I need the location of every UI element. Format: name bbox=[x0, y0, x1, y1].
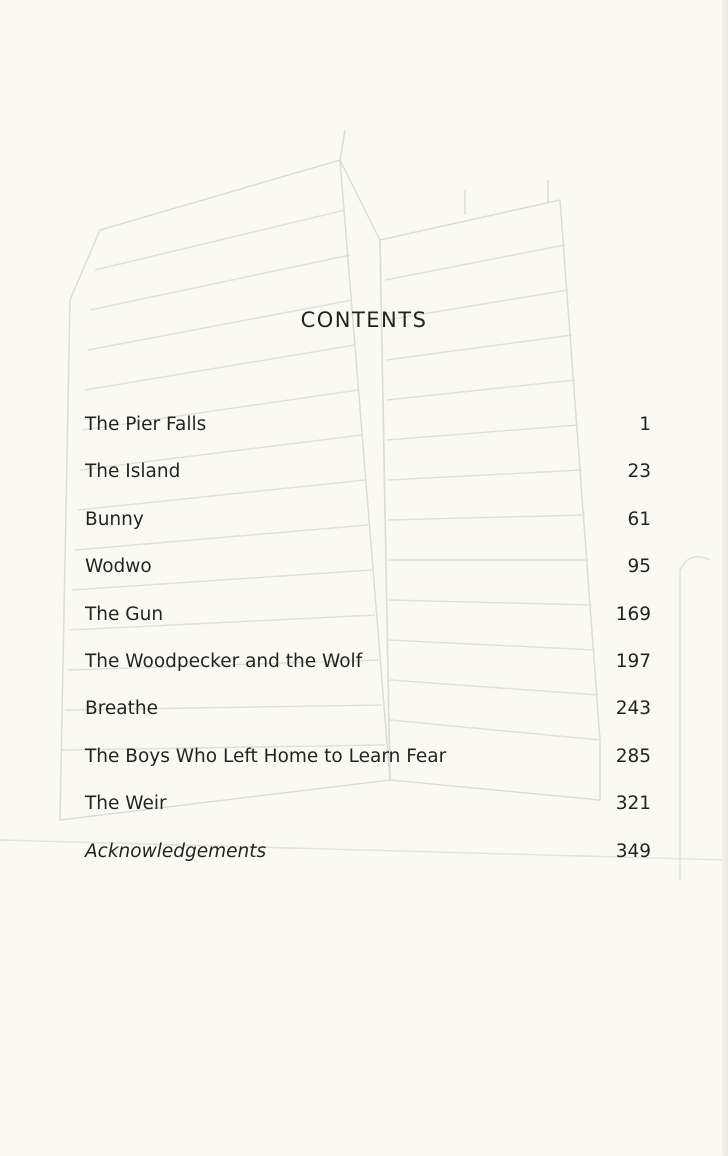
toc-entry-page: 169 bbox=[615, 603, 651, 625]
toc-entry-page: 23 bbox=[627, 461, 651, 483]
toc-entry-title: Bunny bbox=[85, 508, 144, 530]
toc-entry-page: 95 bbox=[627, 556, 651, 578]
toc-entry-page: 197 bbox=[615, 650, 651, 672]
toc-entry-page: 1 bbox=[639, 414, 651, 435]
toc-entry[interactable] bbox=[85, 414, 651, 461]
toc-entry[interactable] bbox=[85, 509, 651, 556]
toc-entry[interactable] bbox=[85, 793, 651, 840]
table-of-contents bbox=[85, 414, 651, 888]
toc-entry-title: The Pier Falls bbox=[85, 414, 207, 435]
toc-entry-title: The Island bbox=[85, 461, 181, 483]
toc-entry[interactable] bbox=[85, 651, 651, 698]
toc-entry-title: The Gun bbox=[85, 603, 164, 625]
page-edge bbox=[722, 0, 728, 1156]
toc-entry-page: 285 bbox=[615, 745, 651, 767]
toc-entry[interactable] bbox=[85, 604, 651, 651]
toc-entry-title: The Weir bbox=[85, 793, 167, 815]
toc-entry[interactable] bbox=[85, 746, 651, 793]
toc-entry-page: 349 bbox=[615, 840, 651, 862]
toc-entry-page: 321 bbox=[615, 793, 651, 815]
toc-entry-acknowledgements[interactable] bbox=[85, 841, 651, 888]
toc-entry-title: Breathe bbox=[85, 698, 158, 720]
toc-entry-title: The Boys Who Left Home to Learn Fear bbox=[85, 745, 447, 767]
toc-entry[interactable] bbox=[85, 461, 651, 508]
toc-entry-page: 61 bbox=[627, 508, 651, 530]
toc-entry-title: Wodwo bbox=[85, 556, 152, 578]
toc-entry-title: Acknowledgements bbox=[85, 840, 267, 862]
toc-entry[interactable] bbox=[85, 556, 651, 603]
toc-entry-page: 243 bbox=[615, 698, 651, 720]
toc-entry-title: The Woodpecker and the Wolf bbox=[85, 650, 363, 672]
toc-entry[interactable] bbox=[85, 698, 651, 745]
page-title: CONTENTS bbox=[300, 308, 428, 332]
